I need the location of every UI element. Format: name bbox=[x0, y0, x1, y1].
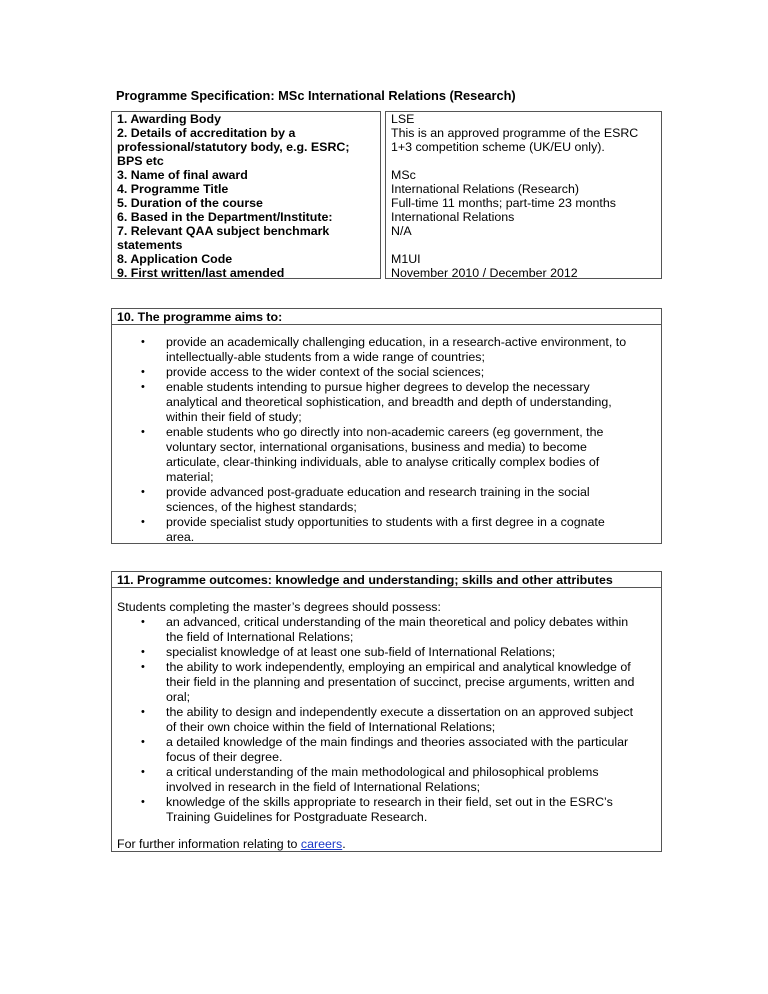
further-info-suffix: . bbox=[342, 837, 346, 851]
aims-item-line: enable students who go directly into non-academic careers (eg government, the bbox=[166, 425, 604, 439]
aims-item bbox=[141, 485, 651, 515]
aims-item-line: analytical and theoretical sophistication, and breadth and depth of understanding, bbox=[166, 395, 612, 409]
outcomes-item-line: oral; bbox=[166, 690, 191, 704]
aims-item bbox=[141, 380, 651, 425]
outcomes-item bbox=[141, 705, 651, 735]
bullet-icon: • bbox=[141, 381, 145, 393]
aims-item bbox=[141, 335, 651, 365]
value-accreditation-line2: 1+3 competition scheme (UK/EU only). bbox=[391, 140, 605, 154]
label-application-code: 8. Application Code bbox=[117, 252, 233, 266]
outcomes-item-line: specialist knowledge of at least one sub-field of International Relations; bbox=[166, 645, 556, 659]
outcomes-item bbox=[141, 735, 651, 765]
label-accreditation-line3: BPS etc bbox=[117, 154, 164, 168]
aims-item bbox=[141, 515, 651, 545]
value-final-award: MSc bbox=[391, 168, 416, 182]
bullet-icon: • bbox=[141, 796, 145, 808]
value-programme-title: International Relations (Research) bbox=[391, 182, 580, 196]
value-awarding-body: LSE bbox=[391, 112, 415, 126]
outcomes-item-line: of their own choice within the field of International Relations; bbox=[166, 720, 496, 734]
outcomes-item-line: the field of International Relations; bbox=[166, 630, 354, 644]
value-duration: Full-time 11 months; part-time 23 months bbox=[391, 196, 616, 210]
label-final-award: 3. Name of final award bbox=[117, 168, 248, 182]
bullet-icon: • bbox=[141, 766, 145, 778]
outcomes-list bbox=[112, 615, 661, 825]
aims-item-line: articulate, clear-thinking individuals, able to analyse critically complex bodies of bbox=[166, 455, 600, 469]
bullet-icon: • bbox=[141, 366, 145, 378]
bullet-icon: • bbox=[141, 736, 145, 748]
bullet-icon: • bbox=[141, 486, 145, 498]
aims-list bbox=[112, 325, 661, 553]
bullet-icon: • bbox=[141, 616, 145, 628]
outcomes-item bbox=[141, 615, 651, 645]
aims-item-line: enable students intending to pursue higher degrees to develop the necessary bbox=[166, 380, 590, 394]
aims-item-line: area. bbox=[166, 530, 195, 544]
label-first-written: 9. First written/last amended bbox=[117, 266, 285, 280]
outcomes-intro: Students completing the master’s degrees should possess: bbox=[117, 600, 441, 614]
value-application-code: M1UI bbox=[391, 252, 421, 266]
aims-item-line: provide advanced post-graduate education and research training in the social bbox=[166, 485, 590, 499]
bullet-icon: • bbox=[141, 426, 145, 438]
outcomes-item bbox=[141, 660, 651, 705]
aims-item bbox=[141, 365, 651, 380]
bullet-icon: • bbox=[141, 516, 145, 528]
outcomes-item-line: their field in the planning and presentation of succinct, precise arguments, written and bbox=[166, 675, 635, 689]
aims-item-line: voluntary sector, international organisations, business and media) to become bbox=[166, 440, 587, 454]
bullet-icon: • bbox=[141, 706, 145, 718]
value-department: International Relations bbox=[391, 210, 515, 224]
details-labels-column bbox=[111, 111, 381, 279]
label-benchmark: 7. Relevant QAA subject benchmark bbox=[117, 224, 330, 238]
label-programme-title: 4. Programme Title bbox=[117, 182, 229, 196]
outcomes-heading: 11. Programme outcomes: knowledge and understanding; skills and other attributes bbox=[112, 572, 661, 588]
outcomes-item-line: Training Guidelines for Postgraduate Research. bbox=[166, 810, 428, 824]
outcomes-item bbox=[141, 645, 651, 660]
aims-item-line: within their field of study; bbox=[166, 410, 302, 424]
label-benchmark-line2: statements bbox=[117, 238, 183, 252]
outcomes-item bbox=[141, 765, 651, 795]
outcomes-item-line: knowledge of the skills appropriate to research in their field, set out in the ESRC’s bbox=[166, 795, 613, 809]
aims-item bbox=[141, 425, 651, 485]
value-accreditation: This is an approved programme of the ESRC bbox=[391, 126, 639, 140]
label-awarding-body: 1. Awarding Body bbox=[117, 112, 221, 126]
details-table bbox=[111, 111, 662, 281]
aims-heading: 10. The programme aims to: bbox=[112, 309, 661, 325]
outcomes-item-line: a critical understanding of the main methodological and philosophical problems bbox=[166, 765, 599, 779]
aims-item-line: material; bbox=[166, 470, 214, 484]
bullet-icon: • bbox=[141, 336, 145, 348]
aims-item-line: provide an academically challenging education, in a research-active environment, to bbox=[166, 335, 627, 349]
aims-box bbox=[111, 308, 662, 544]
further-info-text: For further information relating to bbox=[117, 837, 301, 851]
label-accreditation-line2: professional/statutory body, e.g. ESRC; bbox=[117, 140, 350, 154]
label-accreditation: 2. Details of accreditation by a bbox=[117, 126, 296, 140]
outcomes-item-line: a detailed knowledge of the main findings and theories associated with the particular bbox=[166, 735, 629, 749]
aims-item-line: sciences, of the highest standards; bbox=[166, 500, 357, 514]
label-department: 6. Based in the Department/Institute: bbox=[117, 210, 333, 224]
outcomes-box bbox=[111, 571, 662, 852]
outcomes-item-line: involved in research in the field of International Relations; bbox=[166, 780, 481, 794]
aims-item-line: provide specialist study opportunities to students with a first degree in a cognate bbox=[166, 515, 605, 529]
careers-link[interactable]: careers bbox=[300, 837, 343, 851]
details-values-column bbox=[385, 111, 662, 279]
outcomes-item-line: the ability to work independently, employing an empirical and analytical knowledge of bbox=[166, 660, 631, 674]
aims-item-line: provide access to the wider context of the social sciences; bbox=[166, 365, 485, 379]
value-benchmark: N/A bbox=[391, 224, 412, 238]
label-duration: 5. Duration of the course bbox=[117, 196, 263, 210]
page-title: Programme Specification: MSc International Relations (Research) bbox=[116, 88, 516, 103]
bullet-icon: • bbox=[141, 661, 145, 673]
value-first-written: November 2010 / December 2012 bbox=[391, 266, 578, 280]
outcomes-item-line: the ability to design and independently execute a dissertation on an approved subject bbox=[166, 705, 634, 719]
further-info bbox=[112, 825, 661, 852]
outcomes-item-line: focus of their degree. bbox=[166, 750, 283, 764]
outcomes-item-line: an advanced, critical understanding of the main theoretical and policy debates within bbox=[166, 615, 629, 629]
aims-item-line: intellectually-able students from a wide range of countries; bbox=[166, 350, 485, 364]
bullet-icon: • bbox=[141, 646, 145, 658]
outcomes-item bbox=[141, 795, 651, 825]
